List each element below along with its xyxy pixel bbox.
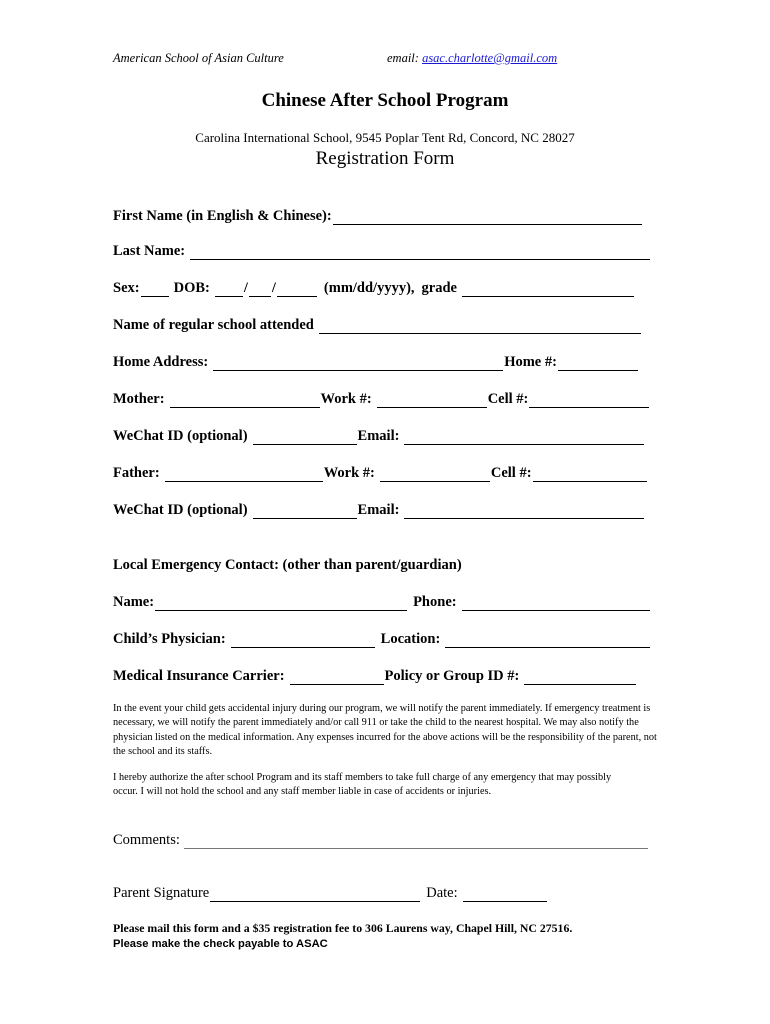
father-work-field[interactable] — [380, 467, 490, 482]
mother-email-label: Email: — [357, 428, 400, 444]
comments-field[interactable] — [184, 834, 648, 849]
mother-wechat-row — [113, 428, 645, 445]
father-row — [113, 465, 648, 482]
school-row — [113, 317, 642, 334]
school-field[interactable] — [319, 319, 641, 334]
emergency-name-field[interactable] — [155, 596, 407, 611]
date-format-hint: (mm/dd/yyyy), — [323, 280, 415, 296]
first-name-field[interactable] — [333, 210, 642, 225]
emergency-phone-label: Phone: — [413, 594, 457, 610]
father-email-field[interactable] — [404, 504, 644, 519]
mother-work-field[interactable] — [377, 393, 487, 408]
signature-label: Parent Signature — [113, 885, 210, 901]
signature-row — [113, 885, 548, 902]
comments-label: Comments: — [113, 832, 180, 848]
mother-cell-label: Cell #: — [487, 391, 529, 407]
emergency-heading — [113, 557, 462, 574]
home-phone-label: Home #: — [504, 354, 557, 370]
mother-label: Mother: — [113, 391, 165, 407]
dob-month-field[interactable] — [215, 282, 243, 297]
location-field[interactable] — [445, 633, 650, 648]
form-title: Chinese After School Program — [261, 90, 509, 111]
dob-slash-1: / — [243, 280, 248, 296]
dob-label: DOB: — [173, 280, 210, 296]
mail-instructions: Please mail this form and a $35 registration fee to 306 Laurens way, Chapel Hill, NC 27516. — [113, 921, 573, 935]
mother-wechat-field[interactable] — [253, 430, 357, 445]
father-wechat-label: WeChat ID (optional) — [113, 502, 248, 518]
mother-wechat-label: WeChat ID (optional) — [113, 428, 248, 444]
physician-label: Child’s Physician: — [113, 631, 226, 647]
insurance-label: Medical Insurance Carrier: — [113, 668, 285, 684]
home-address-row — [113, 354, 639, 371]
insurance-row — [113, 668, 637, 685]
email-label: email: — [387, 51, 419, 65]
signature-field[interactable] — [210, 887, 420, 902]
father-name-field[interactable] — [165, 467, 323, 482]
father-cell-label: Cell #: — [490, 465, 532, 481]
father-work-label: Work #: — [323, 465, 375, 481]
first-name-row — [113, 208, 643, 225]
mother-work-label: Work #: — [320, 391, 372, 407]
header-email — [387, 51, 557, 66]
sex-dob-row — [113, 280, 635, 297]
form-subtitle: Registration Form — [315, 148, 455, 169]
physician-field[interactable] — [231, 633, 375, 648]
grade-field[interactable] — [462, 282, 634, 297]
mother-email-field[interactable] — [404, 430, 644, 445]
policy-field[interactable] — [524, 670, 636, 685]
school-label: Name of regular school attended — [113, 317, 314, 333]
policy-label: Policy or Group ID #: — [384, 668, 520, 684]
home-phone-field[interactable] — [558, 356, 638, 371]
comments-row — [113, 832, 649, 849]
insurance-field[interactable] — [290, 670, 384, 685]
school-address: Carolina International School, 9545 Poplar Tent Rd, Concord, NC 28027 — [195, 130, 575, 145]
first-name-label: First Name (in English & Chinese): — [113, 208, 332, 224]
date-field[interactable] — [463, 887, 547, 902]
father-cell-field[interactable] — [533, 467, 647, 482]
home-address-field[interactable] — [213, 356, 503, 371]
sex-field[interactable] — [141, 282, 169, 297]
last-name-field[interactable] — [190, 245, 650, 260]
last-name-row — [113, 243, 651, 260]
dob-day-field[interactable] — [249, 282, 271, 297]
mother-row — [113, 391, 650, 408]
last-name-label: Last Name: — [113, 243, 186, 259]
emergency-policy-paragraph: In the event your child gets accidental injury during our program, we will notify the parent immediately. If emergency treatment is necessary, we will notify the parent immediately and/or call 911 or take the child to the nearest hospital. We may also notify the physician listed on the medical information. Any expenses incurred for the above actions will be the responsibility of the parent, not the school and its staffs. — [113, 703, 657, 757]
emergency-heading-text: Local Emergency Contact: (other than parent/guardian) — [113, 557, 462, 573]
father-wechat-field[interactable] — [253, 504, 357, 519]
dob-slash-2: / — [271, 280, 276, 296]
authorization-paragraph: I hereby authorize the after school Program and its staff members to take full charge of any emergency that may possibly occur. I will not hold the school and any staff member liable in case of accidents or injuries. — [113, 772, 612, 798]
physician-row — [113, 631, 651, 648]
emergency-phone-field[interactable] — [462, 596, 650, 611]
father-label: Father: — [113, 465, 160, 481]
grade-label: grade — [421, 280, 457, 296]
dob-year-field[interactable] — [277, 282, 317, 297]
check-instructions: Please make the check payable to ASAC — [113, 938, 328, 950]
father-email-label: Email: — [357, 502, 400, 518]
sex-label: Sex: — [113, 280, 140, 296]
emergency-name-label: Name: — [113, 594, 155, 610]
location-label: Location: — [380, 631, 441, 647]
date-label: Date: — [426, 885, 458, 901]
father-wechat-row — [113, 502, 645, 519]
email-link[interactable]: asac.charlotte@gmail.com — [422, 51, 558, 65]
mother-name-field[interactable] — [170, 393, 320, 408]
emergency-contact-row — [113, 594, 651, 611]
organization-name: American School of Asian Culture — [113, 51, 284, 65]
home-address-label: Home Address: — [113, 354, 209, 370]
mother-cell-field[interactable] — [529, 393, 649, 408]
